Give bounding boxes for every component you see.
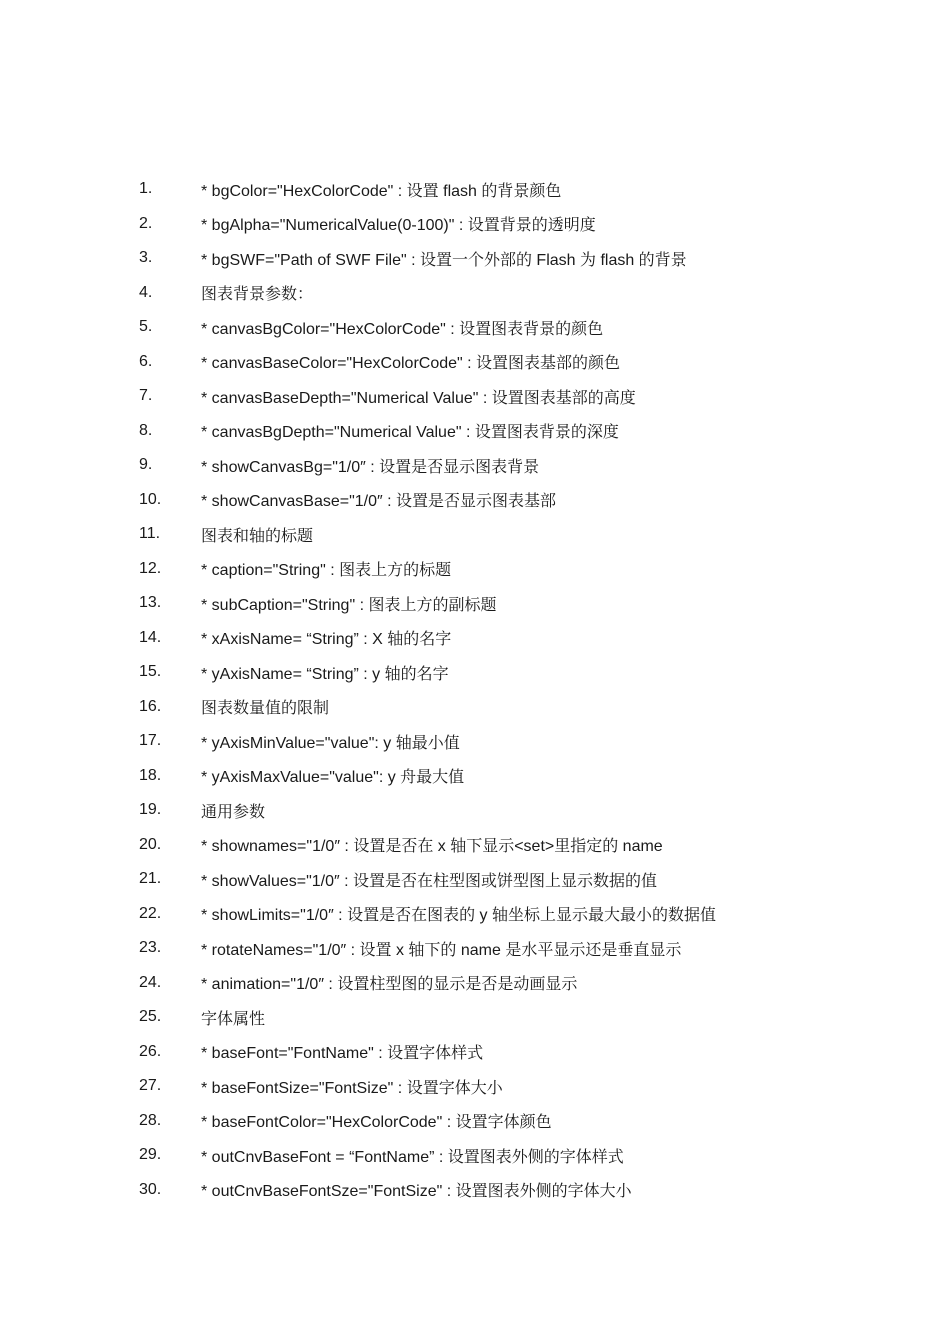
list-item-text: * outCnvBaseFont = “FontName” : 设置图表外侧的字体样式 (201, 1148, 624, 1166)
list-item-text: * shownames="1/0″ : 设置是否在 x 轴下显示<set>里指定的 name (201, 838, 663, 856)
list-item (0, 931, 950, 966)
list-item-text: * bgSWF="Path of SWF File" : 设置一个外部的 Flash 为 flash 的背景 (201, 251, 687, 269)
list-item-text: * caption="String" : 图表上方的标题 (201, 562, 452, 580)
list-item (0, 1000, 950, 1035)
list-item-number: 18. (139, 766, 162, 784)
list-item-text: * baseFont="FontName" : 设置字体样式 (201, 1045, 484, 1063)
list-item (0, 552, 950, 587)
list-item-number: 14. (139, 628, 162, 646)
list-item-number: 25. (139, 1008, 162, 1026)
list-item (0, 276, 950, 311)
list-item-number: 1. (139, 180, 153, 198)
list-item-text: 字体属性 (201, 1010, 266, 1028)
list-item-text: * bgAlpha="NumericalValue(0-100)" : 设置背景的透明度 (201, 217, 596, 235)
list-item (0, 621, 950, 656)
list-item-text: * showCanvasBase="1/0″ : 设置是否显示图表基部 (201, 493, 557, 511)
list-item-text: * rotateNames="1/0″ : 设置 x 轴下的 name 是水平显示还是垂直显示 (201, 941, 682, 959)
list-item-number: 27. (139, 1077, 162, 1095)
list-item (0, 793, 950, 828)
list-item (0, 828, 950, 863)
list-item (0, 966, 950, 1001)
list-item (0, 586, 950, 621)
list-item-text: * canvasBaseColor="HexColorCode" : 设置图表基部的颜色 (201, 355, 621, 373)
list-item-number: 30. (139, 1180, 162, 1198)
list-item-text: 图表和轴的标题 (201, 527, 314, 545)
list-item-text: * yAxisName= “String” : y 轴的名字 (201, 665, 449, 683)
list-item-number: 8. (139, 421, 153, 439)
list-item-number: 19. (139, 801, 162, 819)
list-item-number: 20. (139, 835, 162, 853)
list-item (0, 724, 950, 759)
list-item-number: 9. (139, 456, 153, 474)
list-item-text: 通用参数 (201, 803, 266, 821)
list-item-number: 3. (139, 249, 153, 267)
list-item-number: 12. (139, 559, 162, 577)
list-item-number: 5. (139, 318, 153, 336)
list-item-text: * yAxisMaxValue="value": y 舟最大值 (201, 769, 465, 787)
list-item (0, 517, 950, 552)
list-item-number: 15. (139, 663, 162, 681)
list-item-text: * animation="1/0″ : 设置柱型图的显示是否是动画显示 (201, 976, 578, 994)
list-item-number: 11. (139, 525, 161, 543)
list-item-number: 24. (139, 973, 162, 991)
list-item-text: * subCaption="String" : 图表上方的副标题 (201, 596, 497, 614)
list-item-text: * showValues="1/0″ : 设置是否在柱型图或饼型图上显示数据的值 (201, 872, 658, 890)
list-item-text: * yAxisMinValue="value": y 轴最小值 (201, 734, 460, 752)
list-item-number: 29. (139, 1146, 162, 1164)
list-item-number: 13. (139, 594, 162, 612)
list-item-number: 17. (139, 732, 162, 750)
list-item (0, 1035, 950, 1070)
list-item (0, 1104, 950, 1139)
list-item-text: * canvasBgColor="HexColorCode" : 设置图表背景的颜色 (201, 320, 604, 338)
list-item (0, 690, 950, 725)
list-item (0, 414, 950, 449)
list-item (0, 1138, 950, 1173)
list-item-number: 7. (139, 387, 153, 405)
list-item-number: 6. (139, 352, 153, 370)
list-item-text: * canvasBgDepth="Numerical Value" : 设置图表背景的深度 (201, 424, 619, 442)
numbered-list (0, 172, 950, 1207)
list-item (0, 172, 950, 207)
list-item (0, 379, 950, 414)
list-item-text: * baseFontSize="FontSize" : 设置字体大小 (201, 1079, 503, 1097)
list-item (0, 655, 950, 690)
list-item-number: 2. (139, 214, 153, 232)
list-item-number: 28. (139, 1111, 162, 1129)
list-item-text: * canvasBaseDepth="Numerical Value" : 设置图表基部的高度 (201, 389, 636, 407)
list-item-text: * outCnvBaseFontSze="FontSize" : 设置图表外侧的字体大小 (201, 1183, 632, 1201)
list-item (0, 448, 950, 483)
list-item (0, 1173, 950, 1208)
list-item (0, 345, 950, 380)
list-item-number: 21. (139, 870, 162, 888)
list-item-text: 图表数量值的限制 (201, 700, 330, 718)
list-item (0, 483, 950, 518)
list-item-text: * xAxisName= “String” : X 轴的名字 (201, 631, 452, 649)
list-item (0, 897, 950, 932)
list-item (0, 207, 950, 242)
list-item-text: * baseFontColor="HexColorCode" : 设置字体颜色 (201, 1114, 552, 1132)
list-item-text: * bgColor="HexColorCode" : 设置 flash 的背景颜色 (201, 182, 562, 200)
list-item-text: * showCanvasBg="1/0″ : 设置是否显示图表背景 (201, 458, 540, 476)
list-item-number: 22. (139, 904, 162, 922)
list-item-number: 4. (139, 283, 153, 301)
list-item-number: 23. (139, 939, 162, 957)
list-item-number: 26. (139, 1042, 162, 1060)
list-item (0, 862, 950, 897)
list-item (0, 759, 950, 794)
list-item (0, 241, 950, 276)
list-item-text: * showLimits="1/0″ : 设置是否在图表的 y 轴坐标上显示最大最小的数据值 (201, 907, 716, 925)
list-item-number: 10. (139, 490, 162, 508)
list-item-text: 图表背景参数： (201, 286, 314, 304)
list-item-number: 16. (139, 697, 162, 715)
list-item (0, 310, 950, 345)
list-item (0, 1069, 950, 1104)
